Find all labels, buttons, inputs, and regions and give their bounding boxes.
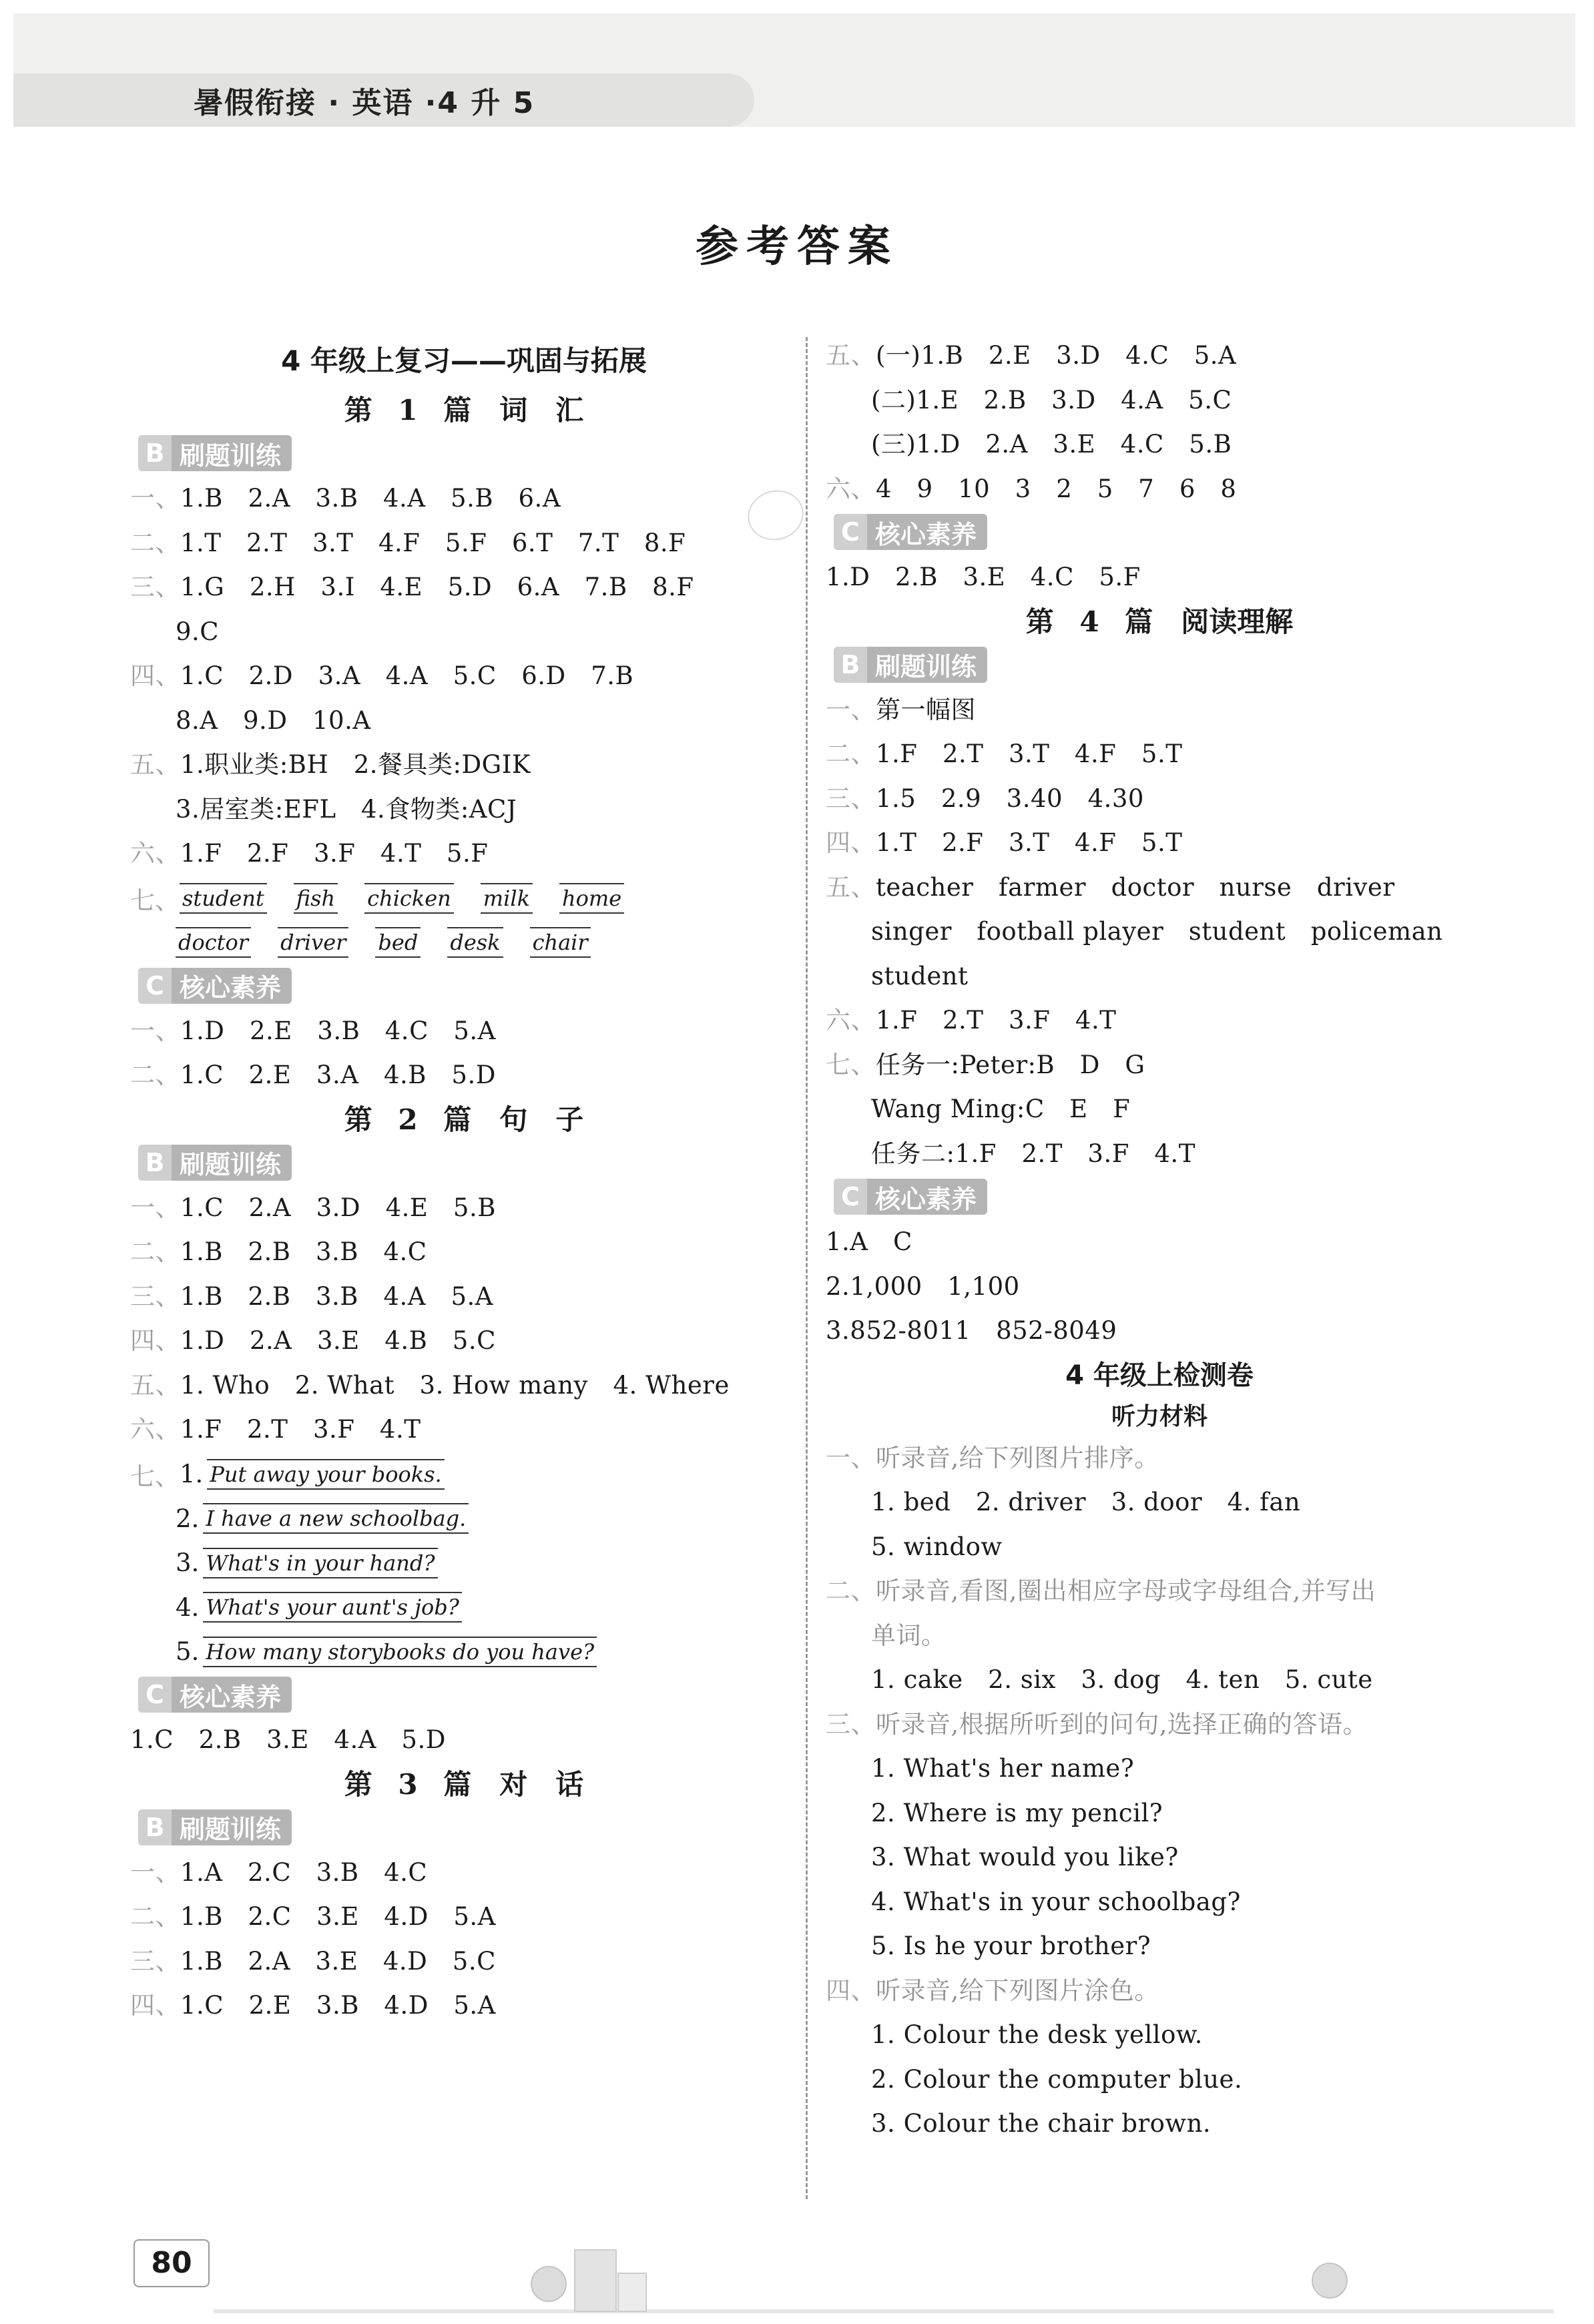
answer-text: 1.职业类:BH 2.餐具类:DGIK bbox=[180, 750, 531, 779]
section-badge bbox=[130, 965, 798, 1009]
answer-row bbox=[130, 1009, 798, 1054]
footer-line bbox=[214, 2309, 1554, 2313]
section-badge bbox=[826, 511, 1493, 555]
question-number: 七、 bbox=[826, 1050, 876, 1079]
handwriting-word: home bbox=[559, 883, 624, 914]
answer-row bbox=[130, 699, 798, 744]
section-badge bbox=[826, 644, 1493, 688]
question-number: 七、 bbox=[130, 1462, 180, 1491]
answer-text: 1.G 2.H 3.I 4.E 5.D 6.A 7.B 8.F bbox=[180, 573, 694, 601]
handwriting-word: chair bbox=[530, 927, 591, 958]
answer-row bbox=[826, 1658, 1493, 1703]
answer-text: 1. bed 2. driver 3. door 4. fan bbox=[871, 1488, 1301, 1516]
question-number: 四、 bbox=[130, 661, 180, 690]
badge-b bbox=[138, 1809, 292, 1845]
answer-text: 听录音,看图,圈出相应字母或字母组合,并写出 bbox=[876, 1576, 1376, 1605]
answer-text: (一)1.B 2.E 3.D 4.C 5.A bbox=[876, 341, 1237, 370]
badge-letter: B bbox=[138, 1809, 172, 1845]
question-number: 三、 bbox=[826, 784, 876, 813]
answer-text: (三)1.D 2.A 3.E 4.C 5.B bbox=[871, 430, 1232, 459]
answer-text: 1.F 2.T 3.F 4.T bbox=[180, 1415, 421, 1444]
header-title: 暑假衔接 · 英语 ·4 升 5 bbox=[194, 86, 535, 120]
section-badge bbox=[826, 1176, 1493, 1220]
badge-c bbox=[138, 968, 292, 1004]
answer-text: singer football player student policeman bbox=[871, 917, 1443, 946]
answer-text: 1.T 2.F 3.T 4.F 5.T bbox=[876, 828, 1183, 857]
handwriting-sentence: What's in your hand? bbox=[203, 1548, 437, 1578]
answer-row bbox=[826, 1747, 1493, 1791]
answer-text: 听录音,给下列图片排序。 bbox=[876, 1443, 1159, 1472]
answer-text: 1.B 2.B 3.B 4.C bbox=[180, 1237, 427, 1266]
answer-row bbox=[130, 1408, 798, 1452]
answer-row bbox=[826, 1480, 1493, 1525]
badge-c bbox=[138, 1677, 292, 1713]
handwriting-word: fish bbox=[294, 883, 338, 914]
answer-row bbox=[826, 1309, 1493, 1354]
answer-row bbox=[826, 1835, 1493, 1880]
answer-row bbox=[130, 521, 798, 566]
answer-text: 5. window bbox=[871, 1532, 1003, 1561]
handwriting-word: chicken bbox=[364, 883, 454, 914]
question-number: 一、 bbox=[130, 1857, 180, 1887]
answer-text: 2. Colour the computer blue. bbox=[871, 2064, 1243, 2094]
answer-row bbox=[826, 1265, 1493, 1310]
sentence-number: 2. bbox=[176, 1504, 200, 1533]
answer-row bbox=[826, 866, 1493, 910]
question-number: 一、 bbox=[826, 695, 876, 724]
question-number: 七、 bbox=[130, 886, 180, 915]
chapter-heading: 第 4 篇 阅读理解 bbox=[1025, 605, 1294, 638]
question-number: 二、 bbox=[826, 1576, 876, 1605]
chapter-heading: 第 1 篇 词 汇 bbox=[344, 394, 584, 426]
answer-row bbox=[826, 688, 1493, 733]
answer-row bbox=[130, 788, 798, 832]
section-badge bbox=[130, 432, 798, 477]
question-number: 六、 bbox=[130, 1415, 180, 1444]
badge-label: 核心素养 bbox=[180, 1682, 282, 1712]
badge-letter: C bbox=[834, 1179, 867, 1215]
answer-text: 2. Where is my pencil? bbox=[871, 1798, 1163, 1827]
chapter-heading: 第 2 篇 句 子 bbox=[344, 1103, 584, 1136]
test-heading: 4 年级上检测卷 bbox=[1065, 1360, 1254, 1391]
answer-row bbox=[826, 2058, 1493, 2102]
answer-text: 3. What would you like? bbox=[871, 1843, 1179, 1871]
answer-row bbox=[826, 1043, 1493, 1088]
answer-row bbox=[130, 1319, 798, 1364]
question-number: 二、 bbox=[130, 528, 180, 557]
answer-row bbox=[826, 1436, 1493, 1481]
handwriting-word: doctor bbox=[176, 927, 251, 958]
answer-text: 1.C 2.E 3.B 4.D 5.A bbox=[180, 1991, 496, 2020]
badge-b bbox=[138, 1145, 292, 1181]
answer-text: 1.F 2.T 3.F 4.T bbox=[876, 1006, 1117, 1035]
answer-row bbox=[130, 743, 798, 788]
answer-row bbox=[826, 1703, 1493, 1747]
answer-text: 1.D 2.E 3.B 4.C 5.A bbox=[180, 1016, 496, 1045]
question-number: 六、 bbox=[130, 839, 180, 868]
question-number: 一、 bbox=[130, 1016, 180, 1045]
answer-row bbox=[130, 1940, 798, 1984]
answer-text: 1.B 2.B 3.B 4.A 5.A bbox=[180, 1281, 494, 1311]
answer-text: 1. Colour the desk yellow. bbox=[871, 2020, 1203, 2049]
answer-text: 1.D 2.B 3.E 4.C 5.F bbox=[826, 563, 1141, 591]
answer-text: 1.B 2.A 3.E 4.D 5.C bbox=[180, 1946, 496, 1976]
badge-label: 核心素养 bbox=[875, 519, 977, 549]
answer-row bbox=[130, 1275, 798, 1320]
listening-heading: 听力材料 bbox=[1111, 1402, 1208, 1430]
question-number: 五、 bbox=[130, 750, 180, 779]
building-decoration bbox=[617, 2273, 647, 2312]
handwriting-word: milk bbox=[481, 883, 533, 914]
badge-label: 刷题训练 bbox=[180, 1150, 282, 1179]
badge-label: 核心素养 bbox=[180, 973, 282, 1002]
answer-row bbox=[826, 821, 1493, 866]
answer-row bbox=[826, 910, 1493, 954]
badge-label: 刷题训练 bbox=[180, 441, 282, 471]
badge-label: 刷题训练 bbox=[875, 652, 977, 681]
answer-row bbox=[826, 1791, 1493, 1836]
handwriting-row bbox=[130, 1630, 798, 1675]
badge-label: 核心素养 bbox=[875, 1184, 977, 1214]
badge-letter: C bbox=[834, 514, 867, 550]
column-divider bbox=[806, 337, 808, 2199]
question-number: 二、 bbox=[130, 1902, 180, 1931]
sentence-number: 3. bbox=[176, 1548, 200, 1578]
answer-row bbox=[130, 477, 798, 521]
answer-text: 单词。 bbox=[871, 1621, 947, 1650]
handwriting-word: bed bbox=[375, 927, 421, 958]
answer-text: 1.F 2.F 3.F 4.T 5.F bbox=[180, 839, 489, 868]
question-number: 三、 bbox=[130, 1946, 180, 1976]
answer-row bbox=[130, 1851, 798, 1896]
question-number: 三、 bbox=[826, 1709, 876, 1739]
answer-text: 9.C bbox=[176, 617, 220, 646]
answer-text: teacher farmer doctor nurse driver bbox=[876, 872, 1395, 902]
answer-row bbox=[826, 378, 1493, 423]
badge-b bbox=[138, 435, 292, 471]
question-number: 五、 bbox=[130, 1370, 180, 1400]
answer-text: 听录音,给下列图片涂色。 bbox=[876, 1976, 1159, 2005]
question-number: 六、 bbox=[826, 474, 876, 503]
section-heading: 4 年级上复习——巩固与拓展 bbox=[281, 344, 647, 377]
answer-row bbox=[130, 1984, 798, 2028]
question-number: 一、 bbox=[130, 1193, 180, 1222]
badge-c bbox=[834, 514, 987, 550]
answer-text: 第一幅图 bbox=[876, 695, 976, 724]
answer-row bbox=[130, 1895, 798, 1940]
question-number: 四、 bbox=[130, 1326, 180, 1355]
answer-row bbox=[826, 1569, 1493, 1614]
answer-row bbox=[826, 467, 1493, 512]
page-title: 参考答案 bbox=[696, 222, 898, 272]
answer-text: 任务一:Peter:B D G bbox=[876, 1050, 1145, 1079]
badge-letter: C bbox=[138, 1677, 172, 1713]
answer-row bbox=[130, 832, 798, 876]
answer-row bbox=[826, 334, 1493, 378]
answer-text: 4 9 10 3 2 5 7 6 8 bbox=[876, 474, 1237, 503]
tree-decoration bbox=[1312, 2263, 1348, 2299]
answer-text: (二)1.E 2.B 3.D 4.A 5.C bbox=[871, 385, 1232, 414]
answer-row bbox=[826, 732, 1493, 777]
answer-row bbox=[826, 998, 1493, 1043]
handwriting-row bbox=[130, 1452, 798, 1497]
answer-row bbox=[826, 1087, 1493, 1132]
badge-letter: B bbox=[834, 647, 867, 683]
handwriting-word: driver bbox=[278, 927, 348, 958]
answer-row bbox=[826, 954, 1493, 999]
handwriting-word: student bbox=[180, 883, 267, 914]
question-number: 四、 bbox=[826, 828, 876, 857]
section-badge bbox=[130, 1807, 798, 1851]
answer-row bbox=[826, 1969, 1493, 2014]
chapter-heading: 第 3 篇 对 话 bbox=[344, 1767, 584, 1801]
handwriting-row bbox=[130, 920, 798, 965]
answer-row bbox=[826, 777, 1493, 822]
sentence-number: 5. bbox=[176, 1637, 200, 1667]
answer-text: 1.T 2.T 3.T 4.F 5.F 6.T 7.T 8.F bbox=[180, 528, 686, 557]
answer-text: 3.居室类:EFL 4.食物类:ACJ bbox=[176, 794, 517, 824]
answer-row bbox=[130, 654, 798, 699]
section-badge bbox=[130, 1674, 798, 1718]
answer-row bbox=[826, 1525, 1493, 1570]
question-number: 三、 bbox=[130, 573, 180, 601]
answer-row bbox=[826, 1614, 1493, 1659]
question-number: 六、 bbox=[826, 1006, 876, 1035]
question-number: 五、 bbox=[826, 341, 876, 370]
answer-row bbox=[826, 1220, 1493, 1265]
badge-label: 刷题训练 bbox=[180, 1815, 282, 1844]
answer-row bbox=[130, 610, 798, 655]
tree-decoration bbox=[531, 2266, 567, 2302]
question-number: 四、 bbox=[130, 1991, 180, 2020]
answer-text: 5. Is he your brother? bbox=[871, 1932, 1151, 1960]
question-number: 四、 bbox=[826, 1976, 876, 2005]
answer-text: 3.852-8011 852-8049 bbox=[826, 1316, 1117, 1345]
answer-row bbox=[130, 565, 798, 610]
badge-letter: B bbox=[138, 1145, 172, 1181]
sentence-number: 4. bbox=[176, 1592, 200, 1622]
answer-text: 1.B 2.C 3.E 4.D 5.A bbox=[180, 1902, 496, 1931]
answer-text: 任务二:1.F 2.T 3.F 4.T bbox=[871, 1139, 1196, 1168]
answer-text: 3. Colour the chair brown. bbox=[871, 2109, 1212, 2138]
section-badge bbox=[130, 1142, 798, 1186]
building-decoration bbox=[574, 2249, 617, 2312]
answer-text: 1.C 2.B 3.E 4.A 5.D bbox=[130, 1725, 446, 1754]
answer-text: 1.C 2.D 3.A 4.A 5.C 6.D 7.B bbox=[180, 661, 634, 690]
answer-row bbox=[826, 555, 1493, 600]
right-column bbox=[826, 334, 1493, 2146]
answer-row bbox=[130, 1053, 798, 1098]
question-number: 五、 bbox=[826, 872, 876, 902]
handwriting-sentence: What's your aunt's job? bbox=[203, 1592, 462, 1623]
answer-text: 1. What's her name? bbox=[871, 1754, 1135, 1783]
handwriting-row bbox=[130, 1496, 798, 1541]
page-number: 80 bbox=[134, 2239, 210, 2287]
answer-row bbox=[826, 1924, 1493, 1969]
badge-letter: C bbox=[138, 968, 172, 1004]
answer-text: 1.A 2.C 3.B 4.C bbox=[180, 1857, 428, 1887]
answer-row bbox=[826, 1880, 1493, 1925]
question-number: 一、 bbox=[130, 484, 180, 513]
handwriting-row bbox=[130, 1585, 798, 1630]
answer-text: 1.A C bbox=[826, 1227, 912, 1256]
handwriting-sentence: How many storybooks do you have? bbox=[203, 1637, 597, 1667]
answer-text: 1.C 2.A 3.D 4.E 5.B bbox=[180, 1193, 496, 1222]
answer-row bbox=[826, 422, 1493, 467]
answer-text: 1.F 2.T 3.T 4.F 5.T bbox=[876, 740, 1183, 768]
answer-text: Wang Ming:C E F bbox=[871, 1095, 1131, 1123]
answer-row bbox=[130, 1230, 798, 1275]
answer-row bbox=[826, 2102, 1493, 2146]
answer-row bbox=[826, 1132, 1493, 1177]
answer-text: 1.D 2.A 3.E 4.B 5.C bbox=[180, 1326, 496, 1355]
badge-c bbox=[834, 1179, 987, 1215]
answer-text: 1. Who 2. What 3. How many 4. Where bbox=[180, 1370, 730, 1400]
answer-row bbox=[826, 2013, 1493, 2058]
answer-text: 4. What's in your schoolbag? bbox=[871, 1887, 1241, 1916]
answer-row bbox=[130, 1364, 798, 1408]
answer-text: 1. cake 2. six 3. dog 4. ten 5. cute bbox=[871, 1665, 1373, 1694]
handwriting-sentence: I have a new schoolbag. bbox=[203, 1503, 469, 1534]
answer-text: 2.1,000 1,100 bbox=[826, 1271, 1020, 1301]
question-number: 二、 bbox=[130, 1061, 180, 1089]
badge-b bbox=[834, 647, 987, 683]
question-number: 二、 bbox=[826, 740, 876, 768]
question-number: 二、 bbox=[130, 1237, 180, 1266]
left-column bbox=[130, 334, 798, 2028]
answer-text: 1.5 2.9 3.40 4.30 bbox=[876, 784, 1144, 813]
handwriting-sentence: Put away your books. bbox=[207, 1459, 444, 1490]
handwriting-word: desk bbox=[447, 927, 503, 958]
handwriting-row bbox=[130, 1541, 798, 1586]
answer-row bbox=[130, 1186, 798, 1231]
badge-letter: B bbox=[138, 435, 172, 471]
sentence-number: 1. bbox=[180, 1460, 204, 1489]
question-number: 一、 bbox=[826, 1443, 876, 1472]
answer-text: 1.B 2.A 3.B 4.A 5.B 6.A bbox=[180, 484, 561, 513]
handwriting-row bbox=[130, 876, 798, 921]
question-number: 三、 bbox=[130, 1281, 180, 1311]
answer-text: 1.C 2.E 3.A 4.B 5.D bbox=[180, 1061, 496, 1089]
answer-text: 8.A 9.D 10.A bbox=[176, 705, 371, 735]
answer-text: 听录音,根据所听到的问句,选择正确的答语。 bbox=[876, 1709, 1368, 1739]
answer-text: student bbox=[871, 961, 969, 990]
answer-row bbox=[130, 1718, 798, 1763]
